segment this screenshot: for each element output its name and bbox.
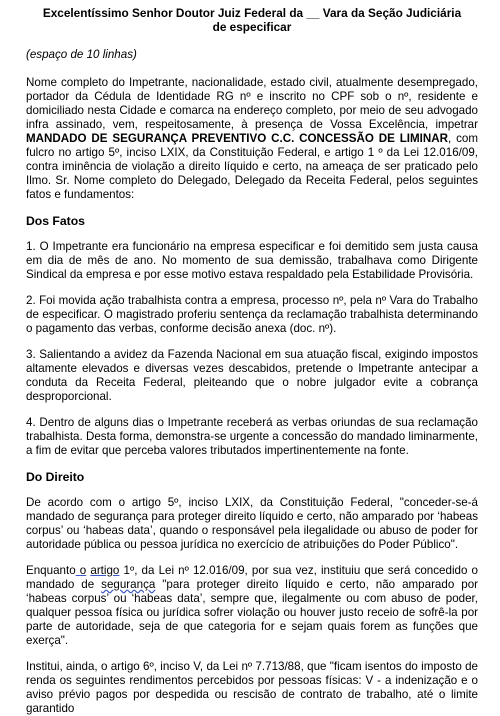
- law-p2-wavy-seguranca: segurança: [101, 578, 156, 591]
- space-note: (espaço de 10 linhas): [26, 48, 137, 61]
- facts-heading: Dos Fatos: [26, 214, 85, 228]
- law-paragraph-2: [26, 564, 478, 648]
- intro-text-part-1: Nome completo do Impetrante, nacionalidade, estado civil, atualmente desempregado, portador da Cédula de Identidade RG nº e inscrito no CPF sob o nº, residente e domiciliado nesta Cidade e comarca na endereço completo, por meio de seu advogado infra assinado, vem, respeitosamente, à presença de Vossa Excelência, impetrar: [26, 76, 478, 131]
- law-p2-text-a: Enquanto: [26, 564, 76, 577]
- law-p2-underlined-artigo: artigo: [90, 564, 120, 577]
- law-heading: Do Direito: [26, 470, 85, 484]
- law-paragraph-1: De acordo com o artigo 5º, inciso LXIX, da Constituição Federal, "conceder-se-á mandado de segurança para proteger direito líquido e certo, não amparado por ‘habeas corpus’ ou ‘habeas data’, quando o responsável pela ilegalidade ou abuso de poder for autoridade pública ou pessoa jurídica no exercício de atribuições do Poder Público".: [26, 496, 478, 551]
- fact-paragraph-4: 4. Dentro de alguns dias o Impetrante receberá as verbas oriundas de sua reclamação trabalhista. Desta forma, demonstra-se urgente a concessão do mandado liminarmente, a fim de evitar que perceba valores tributados impertinentemente na fonte.: [26, 416, 478, 457]
- fact-paragraph-2: 2. Foi movida ação trabalhista contra a empresa, processo nº, pela nº Vara do Trabalho de especificar. O magistrado proferiu sentença da reclamação trabalhista determinando o pagamento das verbas, conforme decisão anexa (doc. nº).: [26, 294, 478, 335]
- intro-bold-action: MANDADO DE SEGURANÇA PREVENTIVO C.C. CONCESSÃO DE LIMINAR: [26, 132, 449, 145]
- title-line-1: Excelentíssimo Senhor Doutor Juiz Federal da __ Vara da Seção Judiciária: [42, 6, 462, 20]
- law-p2-text-e: 1º, da Lei nº 12.016/09, por sua vez, instituiu que será concedido o mandado de: [26, 564, 478, 591]
- intro-paragraph: [26, 76, 478, 202]
- law-paragraph-3: Institui, ainda, o artigo 6º, inciso V, da Lei nº 7.713/88, que "ficam isentos do imposto de renda os seguintes rendimentos percebidos por pessoas físicas: V - a indenização e o aviso prévio pagos por despedida ou rescisão de contrato de trabalho, até o limite garantido: [26, 660, 478, 715]
- fact-paragraph-1: 1. O Impetrante era funcionário na empresa especificar e foi demitido sem justa causa em dia de mês de ano. No momento de sua demissão, trabalhava como Dirigente Sindical da empresa e por esse motivo estava respaldado pela Estabilidade Provisória.: [26, 240, 478, 281]
- title-line-2: de especificar: [212, 20, 292, 34]
- law-p2-text-g: "para proteger direito líquido e certo, não amparado por ‘habeas corpus’ ou ‘habeas data’, sempre que, ilegalmente ou com abuso de poder, qualquer pessoa física ou jurídica sofrer violação ou houver justo receio de sofrê-la por parte de autoridade, seja de que categoria for e sejam quais forem as funções que exerça".: [26, 578, 478, 647]
- law-p2-underlined-o: o: [75, 564, 87, 577]
- document-title: [26, 6, 478, 34]
- intro-text-part-2: , com fulcro no artigo 5º, inciso LXIX, da Constituição Federal, e artigo 1 º da Lei 12.016/09, contra iminência de violação a direito líquido e certo, na ameaça de ser praticado pelo Ilmo. Sr. Nome completo do Delegado, Delegado da Receita Federal, pelos seguintes fatos e fundamentos:: [26, 132, 478, 201]
- fact-paragraph-3: 3. Salientando a avidez da Fazenda Nacional em sua atuação fiscal, exigindo impostos altamente elevados e diversas vezes descabidos, pretende o Impetrante antecipar a conduta da Receita Federal, pleiteando que o nobre julgador evite a cobrança desproporcional.: [26, 348, 478, 403]
